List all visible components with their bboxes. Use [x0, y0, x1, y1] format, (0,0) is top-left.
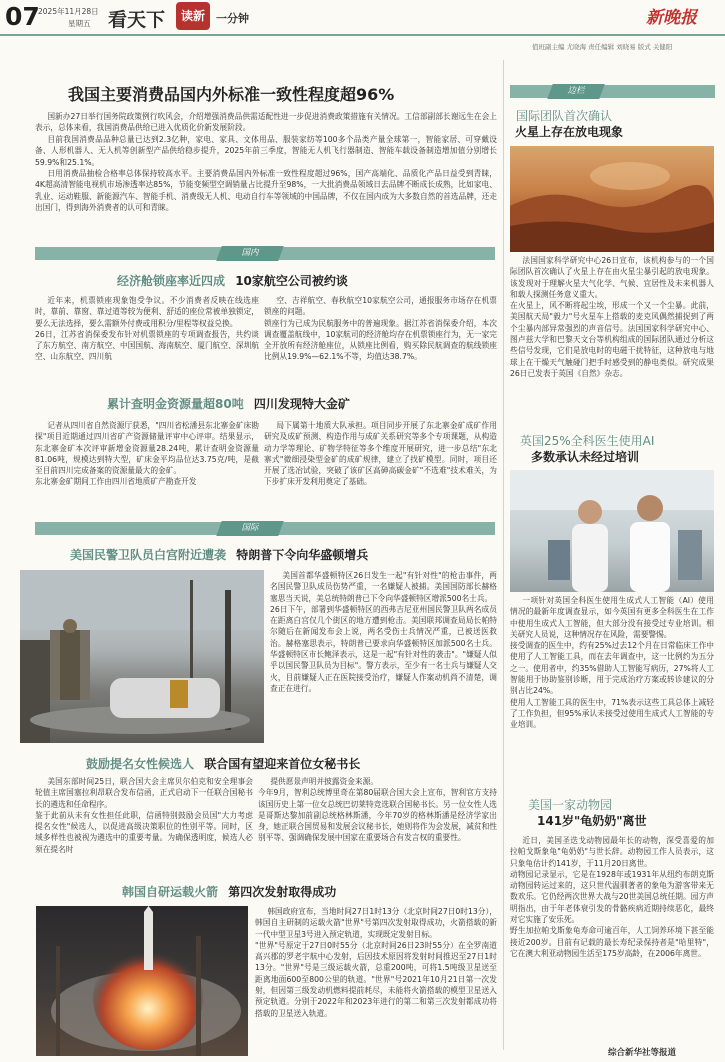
paper-logo: 新晚报 — [646, 8, 697, 28]
r2-photo-graphic — [510, 470, 714, 592]
r1-title-line2: 火星上存在放电现象 — [515, 125, 624, 139]
editor-credits: 值班副主编 尤晓海 责任编辑 刘晓易 版式 关健阳 — [532, 43, 673, 51]
read-new-badge — [176, 2, 210, 30]
a2-title-black: 四川发现特大金矿 — [253, 397, 350, 411]
a5-body: 韩国政府宣布，当地时间27日1时13分（北京时间27日0时13分），韩国自主研制的运载火箭"世界"号第四次发射取得成功，火箭搭载的新一代中型卫星3号进入预定轨道，实现既定发射目标。 "世界"号原定于27日0时55分（北京时间26日23时55分）在全罗南道高兴郡的罗老宇航中心发射，后因技术原因将发射时间推迟至27日1时13分。"世界"号是三级运载火箭，总重200吨，可将1.5吨级卫星送至距离地面600至800公里的轨道。"世界"号2021年10月21日第一次发射，但因第三级发动机燃料提前耗尽，未能将火箭搭载的模型卫星送入预定轨道。分别于2022年和2023年进行的第二和第三次发射都成功将搭载的卫星送入轨道。 — [255, 907, 497, 1018]
sidebar-band — [510, 85, 715, 98]
lead-paragraph: 日用消费品抽检合格率总体保持较高水平。主要消费品国内外标准一致性程度超过96%，国产高端化、品质化产品日益受到青睐，4K超高清智能电视机市场渗透率达85%，节能变频型空调销量占比提升至98%，一大批消费品领域日去品牌不断成长成熟，比如家电、乳业、运动鞋服、新能源汽车、智能手机、消费级无人机、电动自行车等领域的中国品牌，不仅在国内成为大多数自然的首选品牌，还走出国门，得到海外消费者的认可和青睐。 — [35, 169, 497, 212]
r1-photo-graphic — [510, 146, 714, 252]
r1-title-line1: 国际团队首次确认 — [516, 109, 613, 123]
r1-body: 法国国家科学研究中心26日宣布，该机构参与的一个国际团队首次确认了火星上存在由火星尘暴引起的放电现象。该发现对于理解火星大气化学、气候、宜居性及未来机器人和载人探测任务意义重大。 在火星上，风不断将起尘埃，形成一个又一个尘暴。此前，美国航天局"毅力"号火星车上搭载的麦克风偶然捕捉到了两个尘暴内部异常强烈的声音信号。法国国家科学研究中心、图卢兹大学和巴黎天文台等机构组成的国际团队通过分析这些信号发现，它们是放电时的电磁干扰特征，这种放电与地球上在干燥天气触碰门把手时感受到的静电类似。研究成果26日已发表于英国《自然》杂志。 — [510, 256, 714, 378]
a2-right-column: 局下属第十地质大队承担。项目同步开展了东北寨金矿成矿作用研究及成矿预测、构造作用与成矿关系研究等多个专项课题，从构造动力学等理论、矿物学特征等多个维度开展研究，进一步总结"东北寨式"微细浸染型金矿的成矿规律，建立了找矿模型。同时，项目还开展了选冶试验，突破了该矿区高砷高碳金矿"不选难"技术难关，为下步扩床开发利用奠定了基础。 — [264, 421, 497, 487]
sidebar-tag: 边栏 — [567, 86, 585, 96]
r2-body: 一项针对英国全科医生使用生成式人工智能（AI）使用情况的最新年度调查显示，如今英国有更多全科医生在工作中使用生成式人工智能，但大部分没有接受过专业培训。相关研究人员说，这种情况存在风险，需要警惕。 接受调查的医生中，约有25%过去12个月在日常临床工作中使用了人工智能工具，而在去年调查中，这一比例约为五分之一。使用者中，约35%借助人工智能写病历，27%将人工智能用于协助鉴别诊断，用于完成治疗方案或转诊建议的分别占比24%。 使用人工智能工具的医生中，71%表示这些工具总体上减轻了工作负担，但95%承认未接受过使用生成式人工智能的专业培训。 — [510, 596, 714, 730]
international-tag: 国际 — [241, 523, 259, 533]
column-divider — [503, 60, 504, 1050]
a2-left-column: 记者从四川省自然资源厅获悉，"四川省松潘县东北寨金矿床勘探"项目近期通过四川省矿产资源储量评审中心评审。结果显示，东北寨金矿本次评审新增金资源量28.24吨，累计查明金资源量81.06吨，规模达到特大型，矿床金平均品位达3.75克/吨，是截至目前四川完成备案的资源量最大的金矿。 东北寨金矿期间工作由四川省地质矿产勘查开发 — [35, 421, 259, 487]
a4-title-black: 联合国有望迎来首位女秘书长 — [204, 757, 361, 771]
a3-photo-graphic — [20, 570, 264, 743]
lead-body — [35, 111, 497, 225]
issue-date: 2025年11月28日 — [38, 7, 99, 16]
r2-title-line2: 多数承认未经过培训 — [531, 450, 640, 464]
badge-text: 读新 — [180, 9, 205, 23]
a2-title-grey: 累计查明金资源量超80吨 — [107, 397, 244, 411]
lead-title: 我国主要消费品国内外标准一致性程度超96% — [68, 85, 395, 104]
section-title: 看天下 — [108, 9, 166, 31]
international-band — [35, 522, 495, 535]
domestic-band — [35, 247, 495, 260]
weekday: 星期五 — [68, 19, 91, 28]
r3-title-line1: 美国一家动物园 — [528, 798, 613, 812]
domestic-tag: 国内 — [241, 248, 259, 258]
r2-title-line1: 英国25%全科医生使用AI — [520, 434, 655, 448]
a3-title — [70, 546, 368, 563]
lead-paragraph: 目前我国消费品品种总量已达到2.3亿种，家电、家具、文体用品、服装家纺等100多个品类产量全球第一，智能家居、可穿戴设备、人形机器人、无人机等创新型产品供给稳步提升，2025年前三季度，智能无人机飞行器制造、智能车载设备制造增加值分别增长59.9%和25.1%。 — [35, 135, 497, 167]
a5-title — [122, 883, 336, 900]
lead-paragraph: 国新办27日举行国务院政策例行吹风会，介绍增强消费品供需适配性进一步促进消费政策措施有关情况。工信部副部长谢远生在会上表示，总体来看，我国消费品供给已进入优质化价新发展阶段。 — [35, 112, 497, 133]
a5-title-grey: 韩国自研运载火箭 — [122, 885, 219, 899]
r1-photo-mars-surface — [510, 146, 714, 252]
header-rule — [0, 34, 725, 36]
a3-title-black: 特朗普下令向华盛顿增兵 — [236, 548, 369, 562]
a1-right-column: 空、吉祥航空、春秋航空10家航空公司，通报服务市场存在机票锁座的问题。 锁座行为已成为民航服务中的普遍现象。据江苏省消保委介绍，本次调查覆盖航线中，10家航司的经济舱均存在机票锁座行为，无一家完全开放所有经济舱座位，从锁座比例看，购买除民航调查的航线锁座比例从19.9%—62.1%不等，均值达38.7%。 — [264, 296, 497, 362]
page-header — [0, 0, 725, 51]
r3-body: 近日，美国圣迭戈动物园最年长的动物，深受喜爱的加拉帕戈斯象龟"龟奶奶"与世长辞。动物园工作人员表示，这只象龟估计约141岁，于11月20日离世。 动物园记录显示，它是在1928年或1931年从纽约布朗克斯动物园转运过来的，这只世代温驯著者的象龟为游客带来无数欢乐。它仍经两次世界大战与20世美国总统任期。园方声明指出，由于年老体衰引发的骨骼疾病近期持续恶化，最终对它实施了安乐死。 野生加拉帕戈斯象龟寿命可逾百年，人工饲养环境下甚至能接近200岁。目前有记载的最长寿纪录保持者是"哈里特"，它在澳大利亚动物园生活至175岁高龄，在2006年离世。 — [510, 836, 714, 958]
a1-title-black: 10家航空公司被约谈 — [235, 274, 348, 288]
a1-title-grey: 经济舱锁座率近四成 — [117, 274, 226, 288]
a4-left-column: 美国东部时间25日，联合国大会主席贝尔伯克和安全理事会轮值主席国塞拉利昂联合发布信函，正式启动下一任联合国秘书长的遴选和任命程序。 鉴于此前从未有女性担任此职，信函特别鼓励会员国"大力考虑提名女性"候选人，以促进高级决策职位的性别平等。同时，区域多样性也被视为遴选中的重要考量。为确保透明度，候选人必须在提名时 — [35, 777, 253, 854]
footer-source: 综合新华社等报道 — [608, 1048, 677, 1058]
a4-right-column: 提供愿景声明并披露资金来源。 今年9月，智利总统博里奇在第80届联合国大会上宣布，智利官方支持该国历史上第一位女总统巴切莱特竞选联合国秘书长。另一位女性人选是哥斯达黎加前副总统格林斯潘，今年70岁的格林斯潘是经济学家出身，她正联合国贸易和发展会议秘书长，她则将作为会发展，减贫和性别平等、强调确保发展中国家在重要场合有发言权的重要性。 — [258, 777, 497, 843]
a3-body: 美国首都华盛顿特区26日发生一起"有针对性"的枪击事件，两名国民警卫队成员伤势严重，一名嫌疑人被捕。美国国防部长赫格塞思当天说，美总统特朗普已下令向华盛顿特区增派500名士兵。 26日下午，部署到华盛顿特区的西弗吉尼亚州国民警卫队两名成员在距离白宫仅几个街区的地方遭到枪击。美国联邦调查局局长帕特尔随后在新闻发布会上说，两名受伤士兵情况严重，已被送医救治。赫格塞思表示，特朗普已要求向华盛顿特区加派500名士兵。华盛顿特区市长鲍泽表示，这是一起"有针对性的袭击"。"嫌疑人似乎以国民警卫队员为目标"。警方表示，至少有一名士兵与嫌疑人交火，目前嫌疑人正在医院接受治疗，嫌疑人作案动机尚不清楚，调查正在进行。 — [270, 571, 497, 693]
a2-title — [107, 395, 350, 412]
a5-photo-rocket-launch — [36, 906, 248, 1056]
a4-title-grey: 鼓励提名女性候选人 — [86, 757, 195, 771]
a1-title — [117, 272, 348, 289]
section-subtitle: 一分钟 — [216, 12, 249, 25]
a5-photo-graphic — [36, 906, 248, 1056]
a4-title — [86, 755, 360, 772]
r3-title-line2: 141岁"龟奶奶"离世 — [537, 814, 647, 828]
r2-photo-doctors — [510, 470, 714, 592]
a5-title-black: 第四次发射取得成功 — [228, 885, 337, 899]
page-number: 07 — [5, 2, 40, 31]
a1-left-column: 近年来，机票锁座现象饱受争议。不少消费者反映在线选座时，靠前、靠窗、靠过道等较为便利、舒适的座位常被单独锁定，要么无法选择，要么需额外付费或用积分/里程等权益兑换。 26日，江苏省消保委发布针对机票锁座的专项调查报告，共约谈了东方航空、南方航空、中国国航、海南航空、厦门航空、深圳航空、山东航空、四川航 — [35, 296, 259, 362]
a3-title-grey: 美国民警卫队员白宫附近遭袭 — [70, 548, 227, 562]
a3-photo-shooting-scene — [20, 570, 264, 743]
